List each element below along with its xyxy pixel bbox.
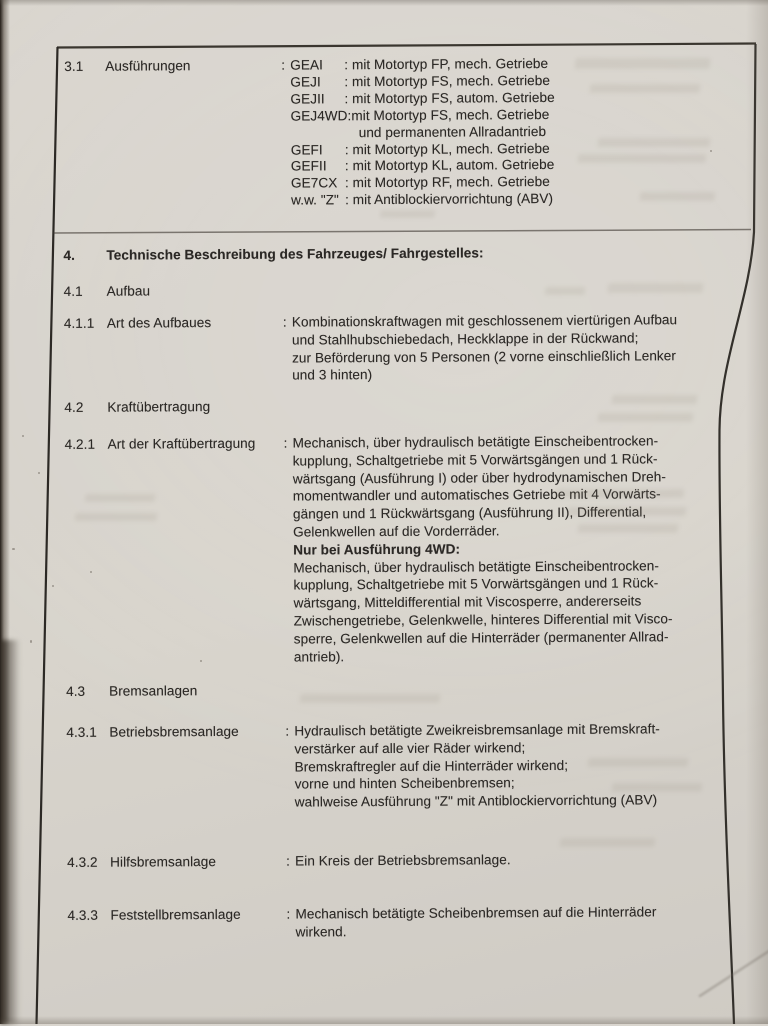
entry-4-3 <box>66 682 294 701</box>
entry-label: Technische Beschreibung des Fahrzeuges/ Fahrgestelles: <box>106 246 282 265</box>
entry-lines <box>293 432 673 666</box>
entry-line: und 3 hinten) <box>292 365 677 385</box>
photo-edge-shadow-bottom <box>0 1016 768 1024</box>
variant-code: GEJII <box>290 91 344 108</box>
entry-line: wärtsgang (Ausführung I) oder über hydrodynamischen Dreh- <box>293 468 672 488</box>
section-number: 3.1 <box>64 59 105 76</box>
entry-line: Zwischengetriebe, Gelenkwelle, hinteres Differential mit Visco- <box>294 610 673 630</box>
photo-edge-shadow-right <box>746 0 768 1024</box>
entry-number: 4.1 <box>64 283 107 301</box>
entry-number: 4.3.2 <box>67 854 110 872</box>
bleed-through-smudge <box>598 413 694 422</box>
photo-edge-shadow-top <box>0 0 768 6</box>
entry-label: Bremsanlagen <box>109 682 285 701</box>
dust-speck <box>200 660 202 662</box>
entry-label: Kraftübertragung <box>107 398 283 417</box>
entry-line: kupplung, Schaltgetriebe mit 5 Vorwärtsgängen und 1 Rück- <box>293 450 672 470</box>
entry-line: wahlweise Ausführung "Z" mit Antiblockiervorrichtung (ABV) <box>295 792 661 812</box>
entry-colon: : <box>286 906 295 924</box>
bleed-through-smudge <box>85 494 156 502</box>
variant-desc: : mit Motortyp FP, mech. Getriebe <box>344 56 548 74</box>
entry-lines <box>292 311 678 385</box>
bleed-through-smudge <box>556 489 685 498</box>
variant-code: GEJI <box>290 74 344 91</box>
section-colon: : <box>281 58 290 75</box>
entry-4-1-1 <box>64 311 678 386</box>
entry-line: kupplung, Schaltgetriebe mit 5 Vorwärtsgängen und 1 Rück- <box>293 575 672 595</box>
entry-line: wärtsgang, Mitteldifferential mit Viscosperre, andererseits <box>294 592 673 612</box>
bleed-through-smudge <box>598 138 711 147</box>
entry-colon: : <box>283 314 292 332</box>
dust-speck <box>710 150 712 152</box>
variant-code: w.w. "Z" <box>291 192 345 209</box>
bleed-through-smudge <box>578 524 679 533</box>
entry-4-3-1 <box>66 720 660 813</box>
entry-line: Mechanisch, über hydraulisch betätigte Einscheibentrocken- <box>293 432 672 452</box>
entry-label: Art der Kraftübertragung <box>108 435 284 454</box>
entry-line: Mechanisch, über hydraulisch betätigte Einscheibentrocken- <box>293 557 672 577</box>
variant-desc: : mit Motortyp RF, mech. Getriebe <box>345 174 550 192</box>
entry-lines <box>295 903 656 941</box>
dust-speck <box>12 548 15 550</box>
entry-4-2 <box>64 398 292 417</box>
entry-line: Gelenkwellen auf die Vorderräder. <box>293 521 672 541</box>
entry-line: und Stahlhubschiebedach, Heckklappe in der Rückwand; <box>292 329 677 349</box>
entry-number: 4.1.1 <box>64 315 107 333</box>
variant-code: GEJ4WD: <box>291 108 352 125</box>
bleed-through-smudge <box>640 192 716 201</box>
bleed-through-smudge <box>560 838 656 847</box>
photo-edge-shadow-left-bottom <box>0 640 20 1024</box>
entry-line: Mechanisch betätigte Scheibenbremsen auf die Hinterräder <box>295 903 656 923</box>
bleed-through-smudge <box>545 287 586 295</box>
entry-number: 4. <box>63 247 106 265</box>
entry-line: Bremskraftregler auf die Hinterräder wirkend; <box>295 756 661 776</box>
entry-4-3-3 <box>67 903 656 942</box>
entry-line: Ein Kreis der Betriebsbremsanlage. <box>295 851 511 870</box>
entry-label: Art des Aufbaues <box>107 314 283 333</box>
entry-4-3-2 <box>67 851 511 872</box>
entry-line: Kombinationskraftwagen mit geschlossenem viertürigen Aufbau <box>292 311 677 331</box>
variant-desc: und permanenten Allradantrieb <box>359 124 546 142</box>
entry-line: gängen und 1 Rückwärtsgang (Ausführung II), Differential, <box>293 503 672 523</box>
entry-label: Betriebsbremsanlage <box>109 723 285 742</box>
entry-line: Hydraulisch betätigte Zweikreisbremsanlage mit Bremskraft- <box>294 720 660 740</box>
entry-line: Nur bei Ausführung 4WD: <box>293 539 672 559</box>
variant-desc: : mit Motortyp KL, autom. Getriebe <box>345 157 555 175</box>
entry-line: sperre, Gelenkwellen auf die Hinterräder (permanenter Allrad- <box>294 628 673 648</box>
variant-code: GEFI <box>291 142 345 159</box>
variant-code: GEFII <box>291 159 345 176</box>
bleed-through-smudge <box>588 758 689 767</box>
variant-desc: : mit Motortyp FS, mech. Getriebe <box>344 73 550 91</box>
entry-number: 4.2.1 <box>65 436 108 454</box>
bleed-through-smudge <box>380 210 436 218</box>
bleed-through-smudge <box>612 783 703 792</box>
entry-4-1 <box>64 282 292 301</box>
entry-label: Hilfsbremsanlage <box>110 853 286 872</box>
section-label: Ausführungen <box>105 58 281 76</box>
entry-number: 4.2 <box>64 399 107 417</box>
variant-desc: : mit Motortyp FS, autom. Getriebe <box>344 90 554 108</box>
dust-speck <box>30 640 32 643</box>
variant-code: GEAI <box>290 57 344 74</box>
entry-line: verstärker auf alle vier Räder wirkend; <box>294 738 660 758</box>
entry-line: zur Beförderung von 5 Personen (2 vorne einschließlich Lenker <box>292 347 677 367</box>
variant-desc: mit Motortyp FS, mech. Getriebe <box>351 107 549 125</box>
entry-lines <box>295 851 511 870</box>
entry-colon: : <box>285 723 294 741</box>
entry-line: vorne und hinten Scheibenbremsen; <box>295 774 661 794</box>
entry-line: momentwandler und automatisches Getriebe mit 4 Vorwärts- <box>293 486 672 506</box>
entry-number: 4.3.1 <box>66 724 109 742</box>
variant-desc: : mit Motortyp KL, mech. Getriebe <box>345 141 550 159</box>
bleed-through-smudge <box>578 154 707 163</box>
entry-4- <box>63 246 291 265</box>
bleed-through-smudge <box>300 694 441 703</box>
entry-number: 4.3.3 <box>67 907 110 925</box>
dust-speck <box>90 571 92 573</box>
entry-4-2-1 <box>65 432 673 667</box>
dust-speck <box>38 472 40 474</box>
entry-colon: : <box>284 435 293 453</box>
dust-speck <box>22 435 24 437</box>
entry-label: Feststellbremsanlage <box>110 906 286 925</box>
bleed-through-smudge <box>75 513 158 521</box>
entry-line: wirkend. <box>296 921 657 941</box>
bleed-through-smudge <box>590 84 701 93</box>
variant-code: GE7CX <box>291 176 345 193</box>
bleed-through-smudge <box>612 395 698 404</box>
entry-number: 4.3 <box>66 683 109 701</box>
dust-speck <box>52 585 54 587</box>
bleed-through-smudge <box>607 283 703 293</box>
variant-desc: : mit Antiblockiervorrichtung (ABV) <box>345 191 553 209</box>
entry-line: antrieb). <box>294 646 673 666</box>
bleed-through-smudge <box>574 58 710 69</box>
entry-colon: : <box>286 853 295 871</box>
bleed-through-smudge <box>568 507 687 516</box>
entry-label: Aufbau <box>107 282 283 301</box>
